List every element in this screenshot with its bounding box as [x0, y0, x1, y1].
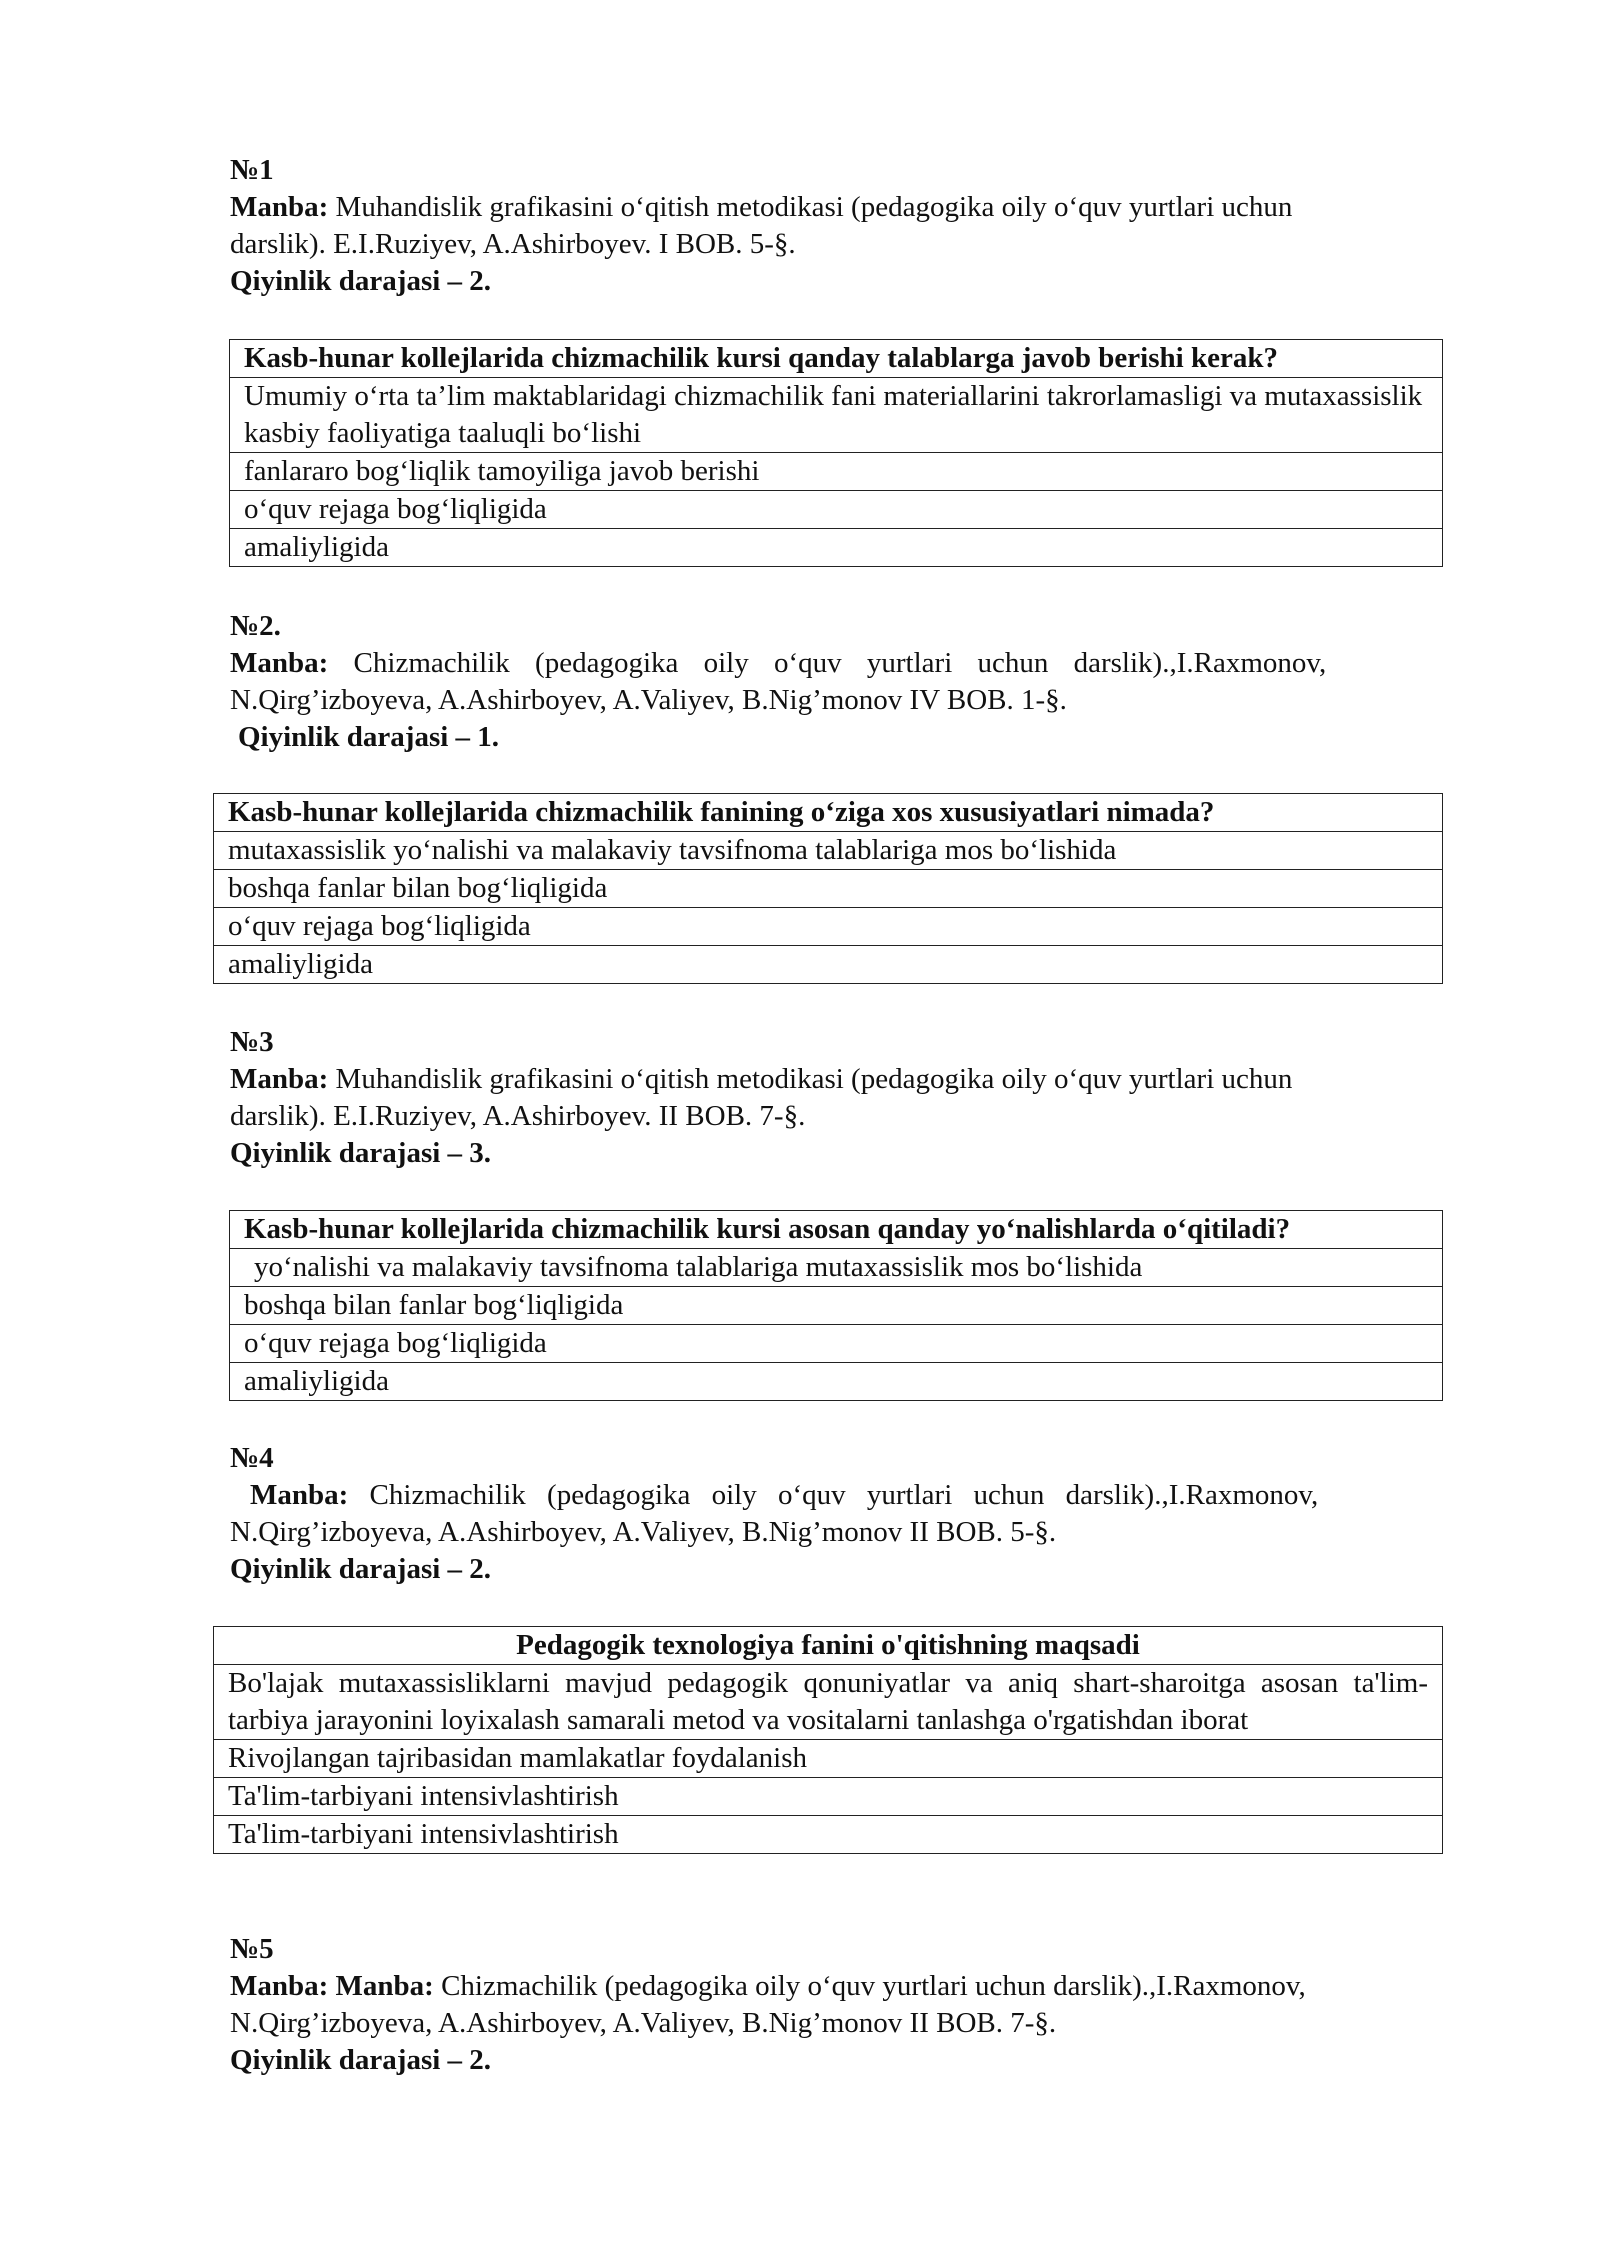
answer-option: Rivojlangan tajribasidan mamlakatlar foydalanish — [214, 1740, 1443, 1778]
source-label: Manba: — [230, 191, 329, 223]
answer-option: amaliyligida — [230, 1363, 1443, 1401]
question-3-table — [229, 1210, 1443, 1401]
source-label: Manba: — [230, 1063, 329, 1095]
question-1-meta — [230, 152, 1430, 300]
source-line-continued: darslik). E.I.Ruziyev, A.Ashirboyev. I BOB. 5-§. — [230, 228, 796, 260]
source-label: Manba: — [250, 1479, 349, 1511]
source-label: Manba: — [230, 647, 329, 679]
question-2-meta — [230, 608, 1430, 756]
source-line — [230, 1061, 1430, 1098]
difficulty-level: Qiyinlik darajasi – 2. — [230, 1553, 492, 1585]
answer-option: Ta'lim-tarbiyani intensivlashtirish — [214, 1816, 1443, 1854]
source-line — [230, 1477, 1430, 1514]
question-2-table — [213, 793, 1443, 984]
answer-option: o‘quv rejaga bog‘liqligida — [230, 491, 1443, 529]
answer-option: o‘quv rejaga bog‘liqligida — [214, 908, 1443, 946]
question-text: Kasb-hunar kollejlarida chizmachilik kursi qanday talablarga javob berishi kerak? — [230, 340, 1443, 378]
question-text: Pedagogik texnologiya fanini o'qitishning maqsadi — [214, 1627, 1443, 1665]
question-4-table — [213, 1626, 1443, 1854]
difficulty-level: Qiyinlik darajasi – 3. — [230, 1137, 492, 1169]
question-number: №2. — [230, 610, 281, 642]
question-number: №5 — [230, 1933, 274, 1965]
answer-option: boshqa bilan fanlar bog‘liqligida — [230, 1287, 1443, 1325]
answer-option: o‘quv rejaga bog‘liqligida — [230, 1325, 1443, 1363]
difficulty-level: Qiyinlik darajasi – 1. — [238, 721, 500, 753]
answer-option: yo‘nalishi va malakaviy tavsifnoma talablariga mutaxassislik mos bo‘lishida — [230, 1249, 1443, 1287]
source-line — [230, 645, 1430, 682]
question-number: №4 — [230, 1442, 274, 1474]
answer-option: Umumiy o‘rta ta’lim maktablaridagi chizmachilik fani materiallarini takrorlamasligi va mutaxassislik kasbiy faoliyatiga taaluqli bo‘lishi — [230, 378, 1443, 453]
question-1-table — [229, 339, 1443, 567]
source-label: Manba: Manba: — [230, 1970, 434, 2002]
source-line-continued: darslik). E.I.Ruziyev, A.Ashirboyev. II BOB. 7-§. — [230, 1100, 806, 1132]
question-5-meta — [230, 1931, 1430, 2079]
question-number: №1 — [230, 154, 274, 186]
source-line — [230, 1968, 1430, 2005]
difficulty-level: Qiyinlik darajasi – 2. — [230, 2044, 492, 2076]
question-text: Kasb-hunar kollejlarida chizmachilik fanining o‘ziga xos xususiyatlari nimada? — [214, 794, 1443, 832]
question-number: №3 — [230, 1026, 274, 1058]
question-4-meta — [230, 1440, 1430, 1588]
answer-option: mutaxassislik yo‘nalishi va malakaviy tavsifnoma talablariga mos bo‘lishida — [214, 832, 1443, 870]
source-text: Chizmachilik (pedagogika oily o‘quv yurtlari uchun darslik).,I.Raxmonov, — [433, 1970, 1306, 2002]
source-line — [230, 189, 1430, 226]
answer-option: boshqa fanlar bilan bog‘liqligida — [214, 870, 1443, 908]
source-line-continued: N.Qirg’izboyeva, A.Ashirboyev, A.Valiyev, B.Nig’monov II BOB. 5-§. — [230, 1516, 1057, 1548]
source-text: Chizmachilik (pedagogika oily o‘quv yurtlari uchun darslik).,I.Raxmonov, — [328, 647, 1327, 679]
source-line-continued: N.Qirg’izboyeva, A.Ashirboyev, A.Valiyev, B.Nig’monov II BOB. 7-§. — [230, 2007, 1057, 2039]
question-3-meta — [230, 1024, 1430, 1172]
answer-option: Bo'lajak mutaxassisliklarni mavjud pedagogik qonuniyatlar va aniq shart-sharoitga asosan ta'lim-tarbiya jarayonini loyixalash samarali metod va vositalarni tanlashga o'rgatishdan iborat — [214, 1665, 1443, 1740]
answer-option: amaliyligida — [230, 529, 1443, 567]
source-text: Muhandislik grafikasini o‘qitish metodikasi (pedagogika oily o‘quv yurtlari uchun — [328, 1063, 1293, 1095]
source-text: Muhandislik grafikasini o‘qitish metodikasi (pedagogika oily o‘quv yurtlari uchun — [328, 191, 1293, 223]
question-text: Kasb-hunar kollejlarida chizmachilik kursi asosan qanday yo‘nalishlarda o‘qitiladi? — [230, 1211, 1443, 1249]
answer-option: amaliyligida — [214, 946, 1443, 984]
answer-option: Ta'lim-tarbiyani intensivlashtirish — [214, 1778, 1443, 1816]
difficulty-level: Qiyinlik darajasi – 2. — [230, 265, 492, 297]
source-line-continued: N.Qirg’izboyeva, A.Ashirboyev, A.Valiyev, B.Nig’monov IV BOB. 1-§. — [230, 684, 1067, 716]
answer-option: fanlararo bog‘liqlik tamoyiliga javob berishi — [230, 453, 1443, 491]
source-text: Chizmachilik (pedagogika oily o‘quv yurtlari uchun darslik).,I.Raxmonov, — [348, 1479, 1319, 1511]
